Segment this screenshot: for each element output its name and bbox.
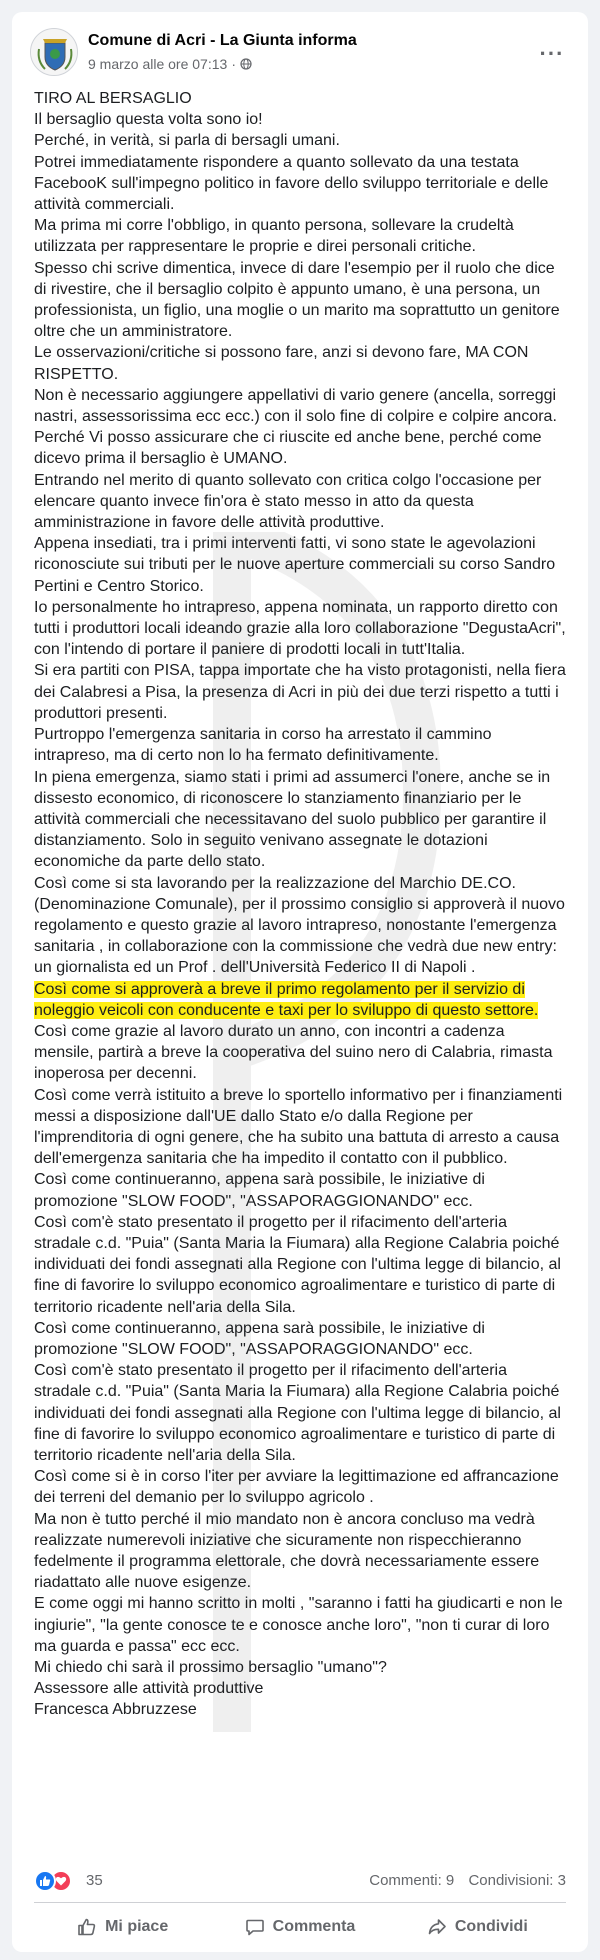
paragraph-text: Così come continueranno, appena sarà possibile, le iniziative di promozione "SLOW FOOD", "ASSAPORAGGIONANDO" ecc.: [34, 1171, 485, 1210]
post-paragraph: [34, 1699, 568, 1720]
post-timestamp[interactable]: 9 marzo alle ore 07:13: [88, 56, 228, 72]
paragraph-text: Ma prima mi corre l'obbligo, in quanto persona, sollevare la crudeltà utilizzata per rappresentare le proprie e direi personali critiche.: [34, 217, 514, 256]
post-paragraph: [34, 1593, 568, 1657]
post-paragraph: [34, 873, 568, 979]
post-paragraph: [34, 767, 568, 873]
paragraph-text: Le osservazioni/critiche si possono fare, anzi si devono fare, MA CON RISPETTO.: [34, 344, 529, 383]
post-paragraph: [34, 385, 568, 427]
paragraph-text: In piena emergenza, siamo stati i primi ad assumerci l'onere, anche se in dissesto economico, di riconoscere lo stanziamento finanziario per le attività commerciali che necessitavano del suolo pubblico per garantire il distanziamento. Solo in seguito venivano assegnate le dotazioni economiche da parte dello stato.: [34, 768, 551, 871]
paragraph-text: Entrando nel merito di quanto sollevato con critica colgo l'occasione per elencare quanto invece fin'ora è stato messo in atto da questa amministrazione in favore delle attività produttive.: [34, 471, 542, 532]
paragraph-text: E come oggi mi hanno scritto in molti , "saranno i fatti ha giudicarti e non le ingiurie", "la gente conosce te e conosce anche loro", "non ti curar di loro ma guarda e passa" ecc ecc.: [34, 1595, 563, 1655]
paragraph-text: Mi chiedo chi sarà il prossimo bersaglio "umano"?: [34, 1659, 387, 1677]
highlighted-paragraph: [34, 979, 568, 1021]
post-paragraph: [34, 1169, 568, 1211]
post-paragraph: [34, 1212, 568, 1318]
comment-button[interactable]: [211, 1910, 388, 1944]
paragraph-text: Io personalmente ho intrapreso, appena nominata, un rapporto diretto con tutti i produttori locali ideando grazie alla loro collaborazione "DegustaAcri", con l'intendo di portare il paniere di prodotti locali in tutt'Italia.: [34, 598, 566, 659]
more-icon[interactable]: ···: [539, 41, 565, 66]
paragraph-text: Non è necessario aggiungere appellativi di vario genere (ancella, sorreggi nastri, assessorissima ecc ecc.) con il solo fine di colpire e colpire ancora.: [34, 386, 557, 426]
paragraph-text: Ma non è tutto perché il mio mandato non è ancora concluso ma vedrà realizzate numerevoli iniziative che sicuramente non rispecchieranno fedelmente il programma elettorale, che dovrà necessariamente essere riadattato alle nuove esigenze.: [34, 1510, 540, 1592]
share-button[interactable]: [389, 1910, 566, 1944]
shares-count[interactable]: Condivisioni: 3: [468, 1872, 566, 1889]
paragraph-text: Così com'è stato presentato il progetto per il rifacimento dell'arteria stradale c.d. "Puia" (Santa Maria la Fiumara) alla Regione Calabria poiché individuati dei fondi assegnati alla Regione con l'ultima legge di bilancio, al fine di favorire lo sviluppo economico agroalimentare e turistico di parte di territorio ricadente nell'aria della Sila.: [34, 1213, 561, 1316]
post-card: [12, 12, 588, 1952]
post-header: [30, 28, 570, 80]
globe-icon: [240, 58, 252, 70]
like-reaction-icon: [34, 1870, 56, 1892]
post-meta: [88, 56, 252, 72]
post-paragraph: [34, 1360, 568, 1466]
comment-label: Commenta: [272, 1918, 356, 1935]
post-paragraph: [34, 1466, 568, 1508]
paragraph-text: Purtroppo l'emergenza sanitaria in corso ha arrestato il cammino intrapreso, ma di certo non lo ha fermato definitivamente.: [34, 726, 492, 765]
paragraph-text: Così come grazie al lavoro durato un anno, con incontri a cadenza mensile, partirà a breve la cooperativa del suino nero di Calabria, rimasta inoperosa per decenni.: [34, 1022, 553, 1083]
thumbs-up-icon: [77, 1917, 97, 1937]
paragraph-text: Perché Vi posso assicurare che ci riuscite ed anche bene, perché come dicevo prima il bersaglio è UMANO.: [34, 429, 542, 468]
post-paragraph: [34, 427, 568, 469]
reaction-count[interactable]: 35: [86, 1872, 103, 1889]
comment-icon: [245, 1917, 265, 1937]
post-paragraph: [34, 533, 568, 597]
post-paragraph: [34, 1657, 568, 1678]
comments-count[interactable]: Commenti: 9: [369, 1872, 455, 1889]
paragraph-text: Si era partiti con PISA, tappa importate che ha visto protagonisti, nella fiera dei Calabresi a Pisa, la presenza di Acri in più dei due terzi rispetto a tutti i produttori presenti.: [34, 662, 566, 722]
paragraph-text: TIRO AL BERSAGLIO: [34, 90, 192, 107]
share-icon: [427, 1917, 447, 1937]
post-paragraph: [34, 1021, 568, 1085]
meta-separator: ·: [231, 56, 236, 72]
like-label: Mi piace: [105, 1918, 169, 1935]
post-paragraph: [34, 215, 568, 257]
post-paragraph: [34, 470, 568, 534]
post-paragraph: [34, 88, 568, 109]
paragraph-text: Così com'è stato presentato il progetto per il rifacimento dell'arteria stradale c.d. "Puia" (Santa Maria la Fiumara) alla Regione Calabria poiché individuati dei fondi assegnati alla Regione con l'ultima legge di bilancio, al fine di favorire lo sviluppo economico agroalimentare e turistico di parte di territorio ricadente nell'aria della Sila.: [34, 1362, 561, 1464]
post-paragraph: [34, 1509, 568, 1594]
reactions-bar: [34, 1869, 566, 1895]
paragraph-text: Assessore alle attività produttive: [34, 1680, 264, 1698]
paragraph-text: Così come si è in corso l'iter per avviare la legittimazione ed affrancazione dei terreni del demanio per lo sviluppo agricolo .: [34, 1468, 559, 1507]
actions-divider: [34, 1902, 566, 1903]
post-actions: [34, 1910, 566, 1944]
post-paragraph: [34, 109, 568, 130]
post-paragraph: [34, 1085, 568, 1170]
paragraph-text: Spesso chi scrive dimentica, invece di dare l'esempio per il ruolo che dice di rivestire, che il bersaglio colpito è appunto umano, è una persona, un professionista, un figlio, una moglie o un marito ma soprattutto un genitore oltre che un amministratore.: [34, 259, 560, 341]
post-paragraph: [34, 258, 568, 343]
paragraph-text: Così come si approverà a breve il primo regolamento per il servizio di noleggio veicoli con conducente e taxi per lo sviluppo di questo settore.: [34, 980, 539, 1019]
post-body: [34, 88, 568, 1721]
like-button[interactable]: [34, 1910, 211, 1944]
paragraph-text: Così come continueranno, appena sarà possibile, le iniziative di promozione "SLOW FOOD", "ASSAPORAGGIONANDO" ecc.: [34, 1319, 485, 1358]
post-paragraph: [34, 342, 568, 384]
paragraph-text: Perché, in verità, si parla di bersagli umani.: [34, 132, 340, 150]
post-paragraph: [34, 724, 568, 766]
post-paragraph: [34, 152, 568, 216]
post-paragraph: [34, 1318, 568, 1360]
page-avatar[interactable]: [30, 28, 78, 76]
paragraph-text: Così come verrà istituito a breve lo sportello informativo per i finanziamenti messi a disposizione dall'UE dallo Stato e/o dalla Regione per l'imprenditoria di ogni genere, che ha subito una battuta di arresto a causa dell'emergenza sanitaria che ha impedito il contatto con il pubblico.: [34, 1086, 563, 1168]
reaction-icons[interactable]: [34, 1870, 80, 1894]
post-paragraph: [34, 597, 568, 661]
page-name[interactable]: Comune di Acri - La Giunta informa: [88, 32, 357, 49]
paragraph-text: Il bersaglio questa volta sono io!: [34, 111, 263, 129]
post-paragraph: [34, 660, 568, 724]
paragraph-text: Francesca Abbruzzese: [34, 1701, 197, 1719]
share-label: Condividi: [454, 1918, 528, 1935]
engagement-counts: [369, 1872, 566, 1889]
post-paragraph: [34, 1678, 568, 1699]
coat-of-arms-icon: [31, 29, 78, 76]
paragraph-text: Appena insediati, tra i primi interventi fatti, vi sono state le agevolazioni riconosciute sui tributi per le nuove aperture commerciali su corso Sandro Pertini e Centro Storico.: [34, 535, 556, 595]
paragraph-text: Così come si sta lavorando per la realizzazione del Marchio DE.CO. (Denominazione Comunale), per il prossimo consiglio si approverà il nuovo regolamento e questo grazie al lavoro intrapreso, nonostante l'emergenza sanitaria , in collaborazione con la commissione che vedrà due new entry: un giornalista ed un Prof . dell'Università Federico II di Napoli .: [34, 874, 565, 977]
paragraph-text: Potrei immediatamente rispondere a quanto sollevato da una testata FacebooK sull'impegno politico in favore dello sviluppo territoriale e delle attività commerciali.: [34, 153, 549, 214]
post-paragraph: [34, 130, 568, 151]
